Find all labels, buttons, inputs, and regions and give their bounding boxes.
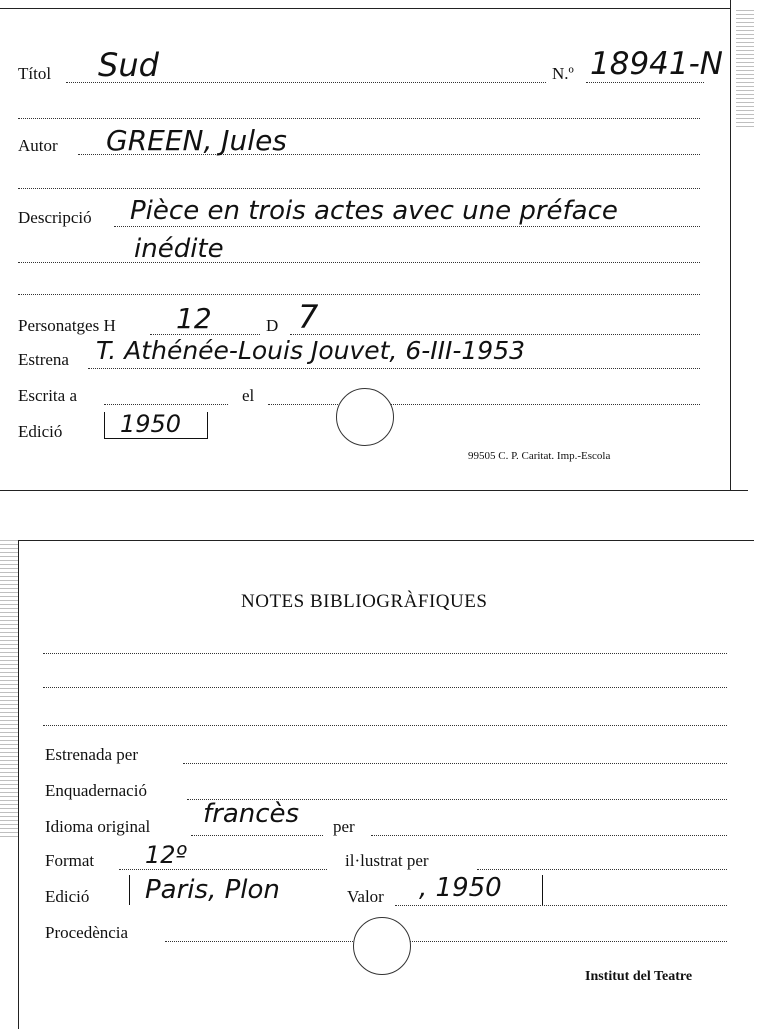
card-top-edge (0, 8, 730, 9)
blank-line-1 (18, 118, 700, 119)
enquadernacio-label: Enquadernació (45, 781, 147, 800)
autor-label: Autor (18, 136, 58, 155)
el-label: el (242, 386, 255, 405)
titol-value: Sud (98, 46, 159, 84)
stamp-circle-back (353, 917, 411, 975)
el-line (268, 404, 700, 405)
titol-label: Títol (18, 64, 52, 83)
valor-label: Valor (347, 887, 384, 906)
autor-value: GREEN, Jules (106, 124, 287, 157)
format-value: 12º (145, 841, 187, 869)
numero-label: N.º (552, 64, 574, 83)
per-line (371, 835, 727, 836)
blank-line-2 (18, 188, 700, 189)
valor-value: , 1950 (419, 873, 502, 903)
descripcio-value-1: Pièce en trois actes avec une préface (130, 196, 618, 226)
numero-value: 18941-N (590, 46, 723, 82)
stamp-circle-front (336, 388, 394, 446)
notes-heading: NOTES BIBLIOGRÀFIQUES (241, 591, 488, 612)
edicio-label: Edició (18, 422, 63, 441)
printer-imprint: 99505 C. P. Caritat. Imp.-Escola (468, 450, 611, 462)
estrena-label: Estrena (18, 350, 69, 369)
descripcio-line-1 (114, 226, 700, 227)
estrena-line (88, 368, 700, 369)
escrita-line (104, 404, 228, 405)
back-edicio-label: Edició (45, 887, 90, 906)
estrenada-label: Estrenada per (45, 745, 138, 764)
card-separator (0, 490, 748, 491)
procedencia-label: Procedència (45, 923, 129, 942)
estrenada-line (183, 763, 727, 764)
back-edicio-value: Paris, Plon (145, 875, 280, 905)
format-label: Format (45, 851, 95, 870)
notes-line-3 (43, 725, 727, 726)
procedencia-line (165, 941, 727, 942)
escrita-label: Escrita a (18, 386, 77, 405)
notes-line-2 (43, 687, 727, 688)
personatges-d-value: 7 (298, 298, 319, 336)
personatges-d-line (290, 334, 700, 335)
per-label: per (333, 817, 355, 836)
idioma-line (191, 835, 323, 836)
catalog-card-back (18, 540, 754, 1029)
illustrat-line (477, 869, 727, 870)
illustrat-label: il·lustrat per (345, 851, 429, 870)
valor-line (395, 905, 727, 906)
edicio-value: 1950 (120, 410, 182, 438)
descripcio-label: Descripció (18, 208, 92, 227)
descripcio-line-2 (18, 262, 700, 263)
idioma-value: francès (203, 799, 300, 829)
institution-name: Institut del Teatre (585, 969, 693, 984)
numero-line (586, 82, 704, 83)
idioma-label: Idioma original (45, 817, 151, 836)
format-line (119, 869, 327, 870)
personatges-d-label: D (266, 316, 279, 335)
scan-edge-noise-left (0, 540, 18, 840)
descripcio-value-2: inédite (134, 234, 224, 264)
personatges-label: Personatges H (18, 316, 116, 335)
notes-line-1 (43, 653, 727, 654)
personatges-h-value: 12 (176, 302, 212, 335)
scan-edge-noise-right (736, 10, 754, 130)
estrena-value: T. Athénée-Louis Jouvet, 6-III-1953 (96, 336, 526, 365)
catalog-card-front (0, 0, 731, 490)
blank-line-3 (18, 294, 700, 295)
